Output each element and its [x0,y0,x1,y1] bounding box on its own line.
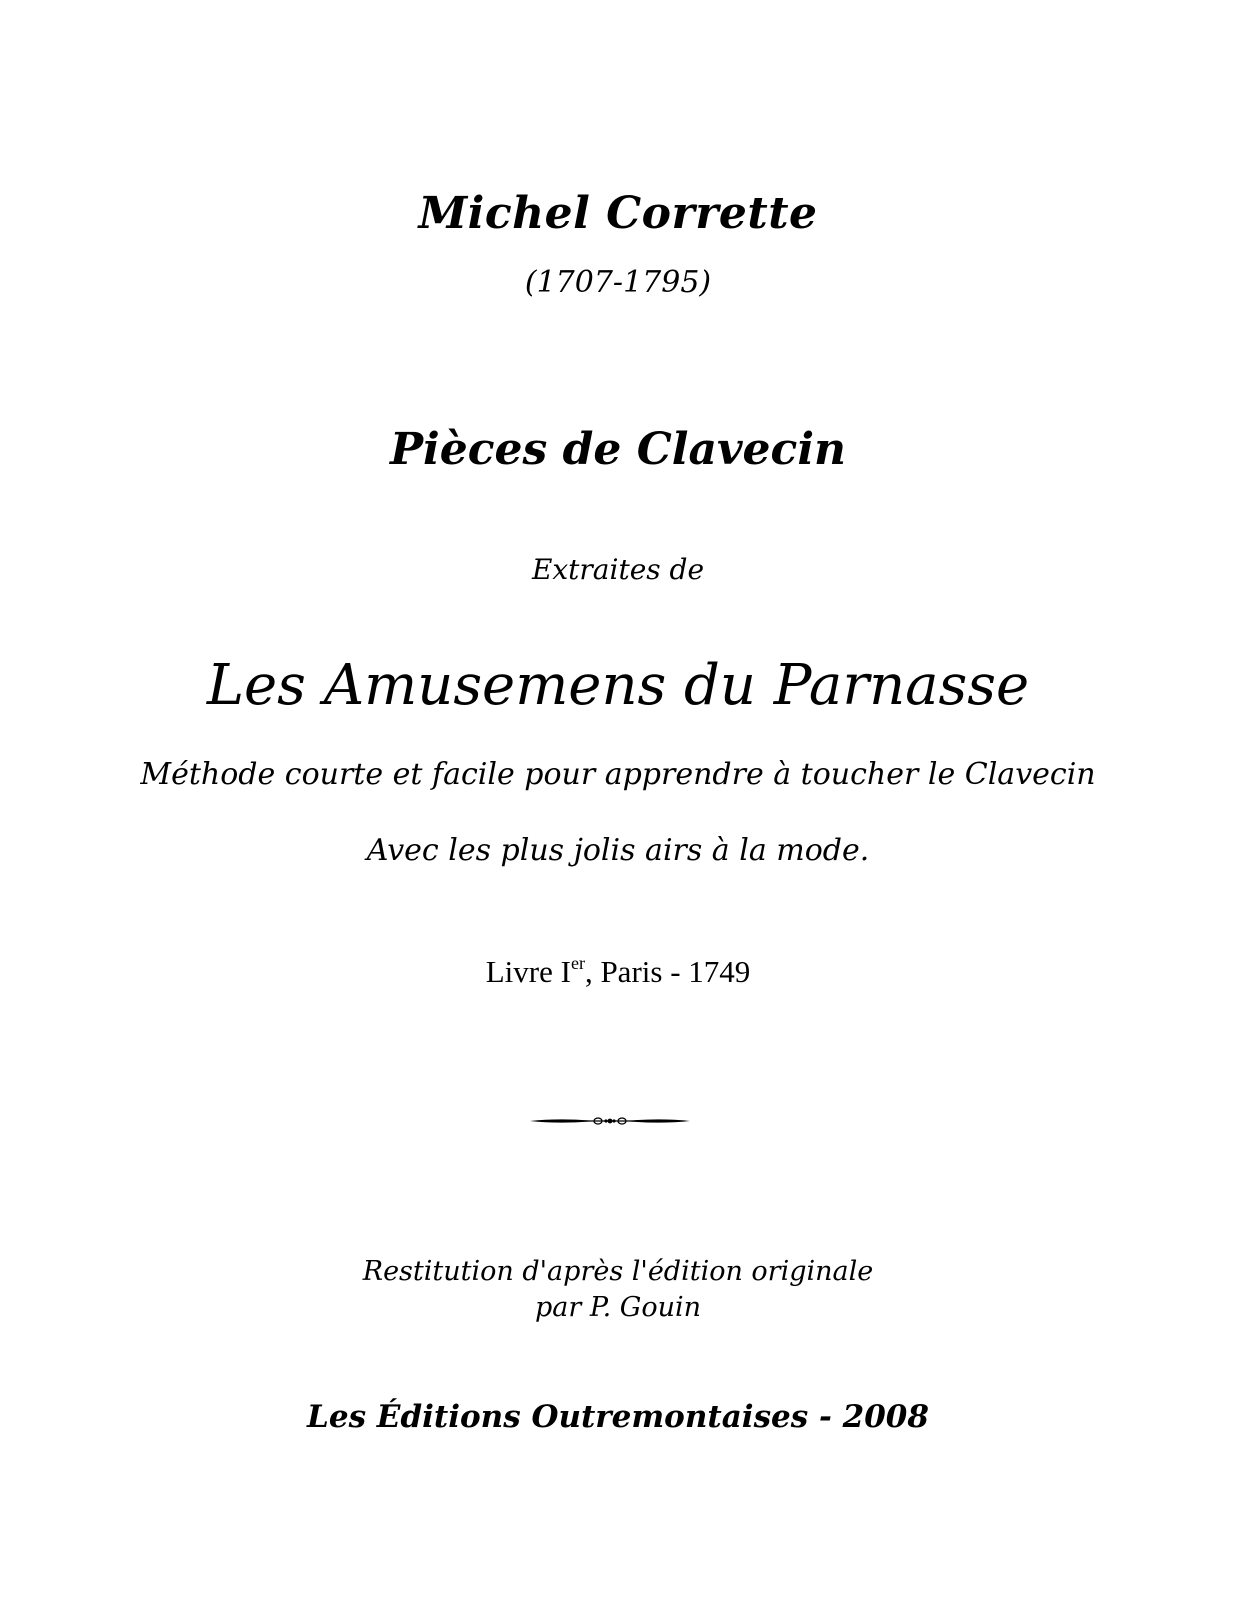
edition-book: Livre I [485,954,571,989]
publisher-line: Les Éditions Outremontaises - 2008 [307,1399,929,1435]
edition-info [0,953,1236,989]
composer-name: Michel Corrette [418,188,818,239]
page-title: Pièces de Clavecin [389,424,847,475]
subtitle-airs: Avec les plus jolis airs à la mode. [366,833,870,868]
extraites-label: Extraites de [531,553,705,586]
edition-book-ordinal: er [570,953,585,973]
work-title: Les Amusemens du Parnasse [206,653,1030,718]
composer-dates: (1707-1795) [524,265,712,300]
restitution-note: Restitution d'après l'édition originale [362,1256,874,1287]
subtitle-method: Méthode courte et facile pour apprendre à toucher le Clavecin [140,757,1096,792]
edition-place-year: , Paris - 1749 [584,954,751,989]
restitution-author: par P. Gouin [535,1292,701,1323]
flourish-divider-icon [528,1114,692,1128]
